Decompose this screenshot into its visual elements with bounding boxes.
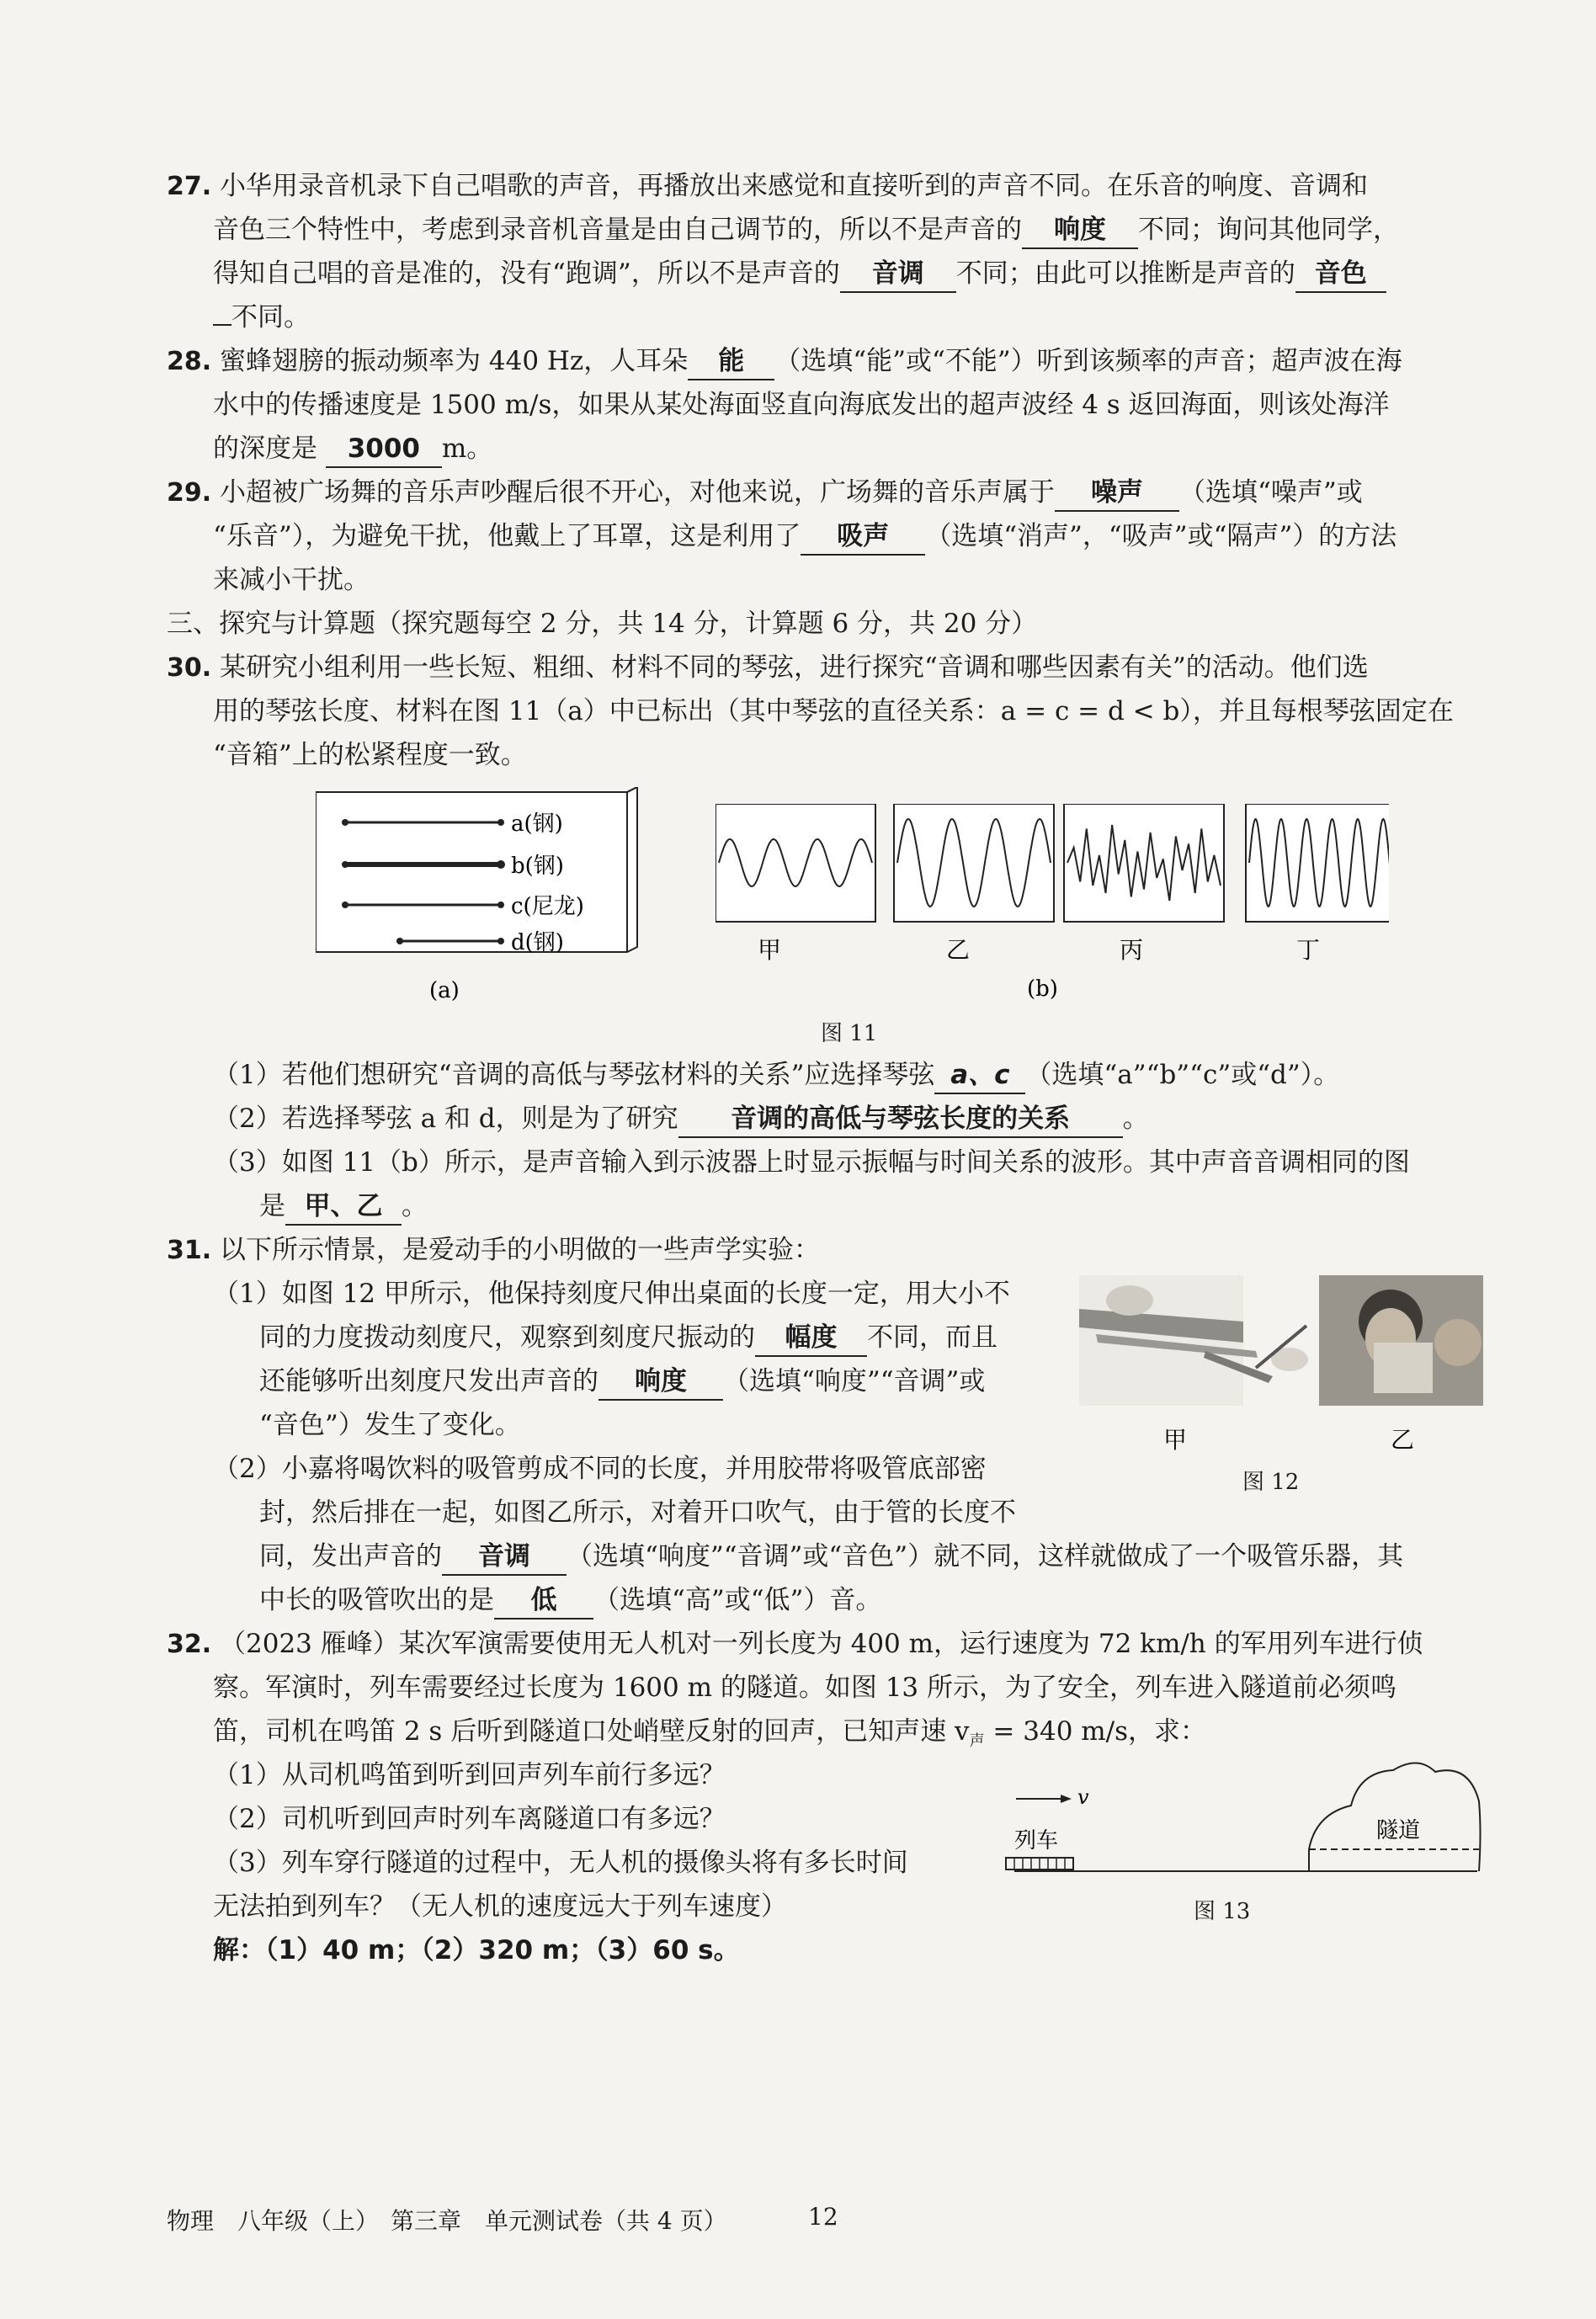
q29-line-1: 29. 小超被广场舞的音乐声吵醒后很不开心，对他来说，广场舞的音乐声属于 噪声 （选填“噪声”或 xyxy=(167,471,1363,515)
q31-p1-line-2: 同的力度拨动刻度尺，观察到刻度尺振动的 幅度 不同，而且 xyxy=(259,1316,998,1359)
train xyxy=(1006,1828,1073,1870)
q27-line-4: 不同。 xyxy=(213,295,310,339)
q32-line-3: 笛，司机在鸣笛 2 s 后听到隧道口处峭壁反射的回声，已知声速 $v_声 = 340$ m/s，求： xyxy=(213,1716,1207,1751)
photo-straw-instrument xyxy=(1319,1275,1483,1454)
q31-p2-line-2: 封，然后排在一起，如图乙所示，对着开口吹气，由于管的长度不 xyxy=(259,1497,1016,1528)
q30-blank-2: 音调的高低与琴弦长度的关系 xyxy=(678,1101,1123,1138)
q30-sub-2: （2）若选择琴弦 a 和 d，则是为了研究 音调的高低与琴弦长度的关系 。 xyxy=(213,1097,1149,1141)
wave-ding xyxy=(1246,804,1389,922)
q27-blank-3: 音色 xyxy=(1295,256,1386,293)
train-label: 列车 xyxy=(1014,1828,1059,1854)
label-string-b: b(钢) xyxy=(511,854,564,879)
q31-p2-line-1: （2）小嘉将喝饮料的吸管剪成不同的长度，并用胶带将吸管底部密 xyxy=(213,1454,987,1484)
q30-line-1: 30. 某研究小组利用一些长短、粗细、材料不同的琴弦，进行探究“音调和哪些因素有关”的活动。他们选 xyxy=(167,652,1369,683)
q30-blank-1: a、c xyxy=(934,1057,1025,1094)
q28-blank-2: 3000 xyxy=(326,431,442,468)
tunnel-mountain xyxy=(1309,1763,1481,1871)
photo-label-yi: 乙 xyxy=(1391,1426,1415,1454)
q29-line-2: “乐音”），为避免干扰，他戴上了耳罩，这是利用了 吸声 （选填“消声”，“吸声”或“隔声”）的方法 xyxy=(213,514,1396,558)
q29-line-3: 来减小干扰。 xyxy=(213,565,370,595)
q27-line-2: 音色三个特性中，考虑到录音机音量是由自己调节的，所以不是声音的 响度 不同；询问其他同学， xyxy=(213,208,1399,252)
q32-sub-3b: 无法拍到列车？（无人机的速度远大于列车速度） xyxy=(213,1891,787,1922)
q29-blank-2: 吸声 xyxy=(801,519,925,556)
q32-sub-3: （3）列车穿行隧道的过程中，无人机的摄像头将有多长时间 xyxy=(213,1848,908,1878)
q28-line-3: 的深度是 3000 m。 xyxy=(213,427,492,471)
q27-line-1: 27. 小华用录音机录下自己唱歌的声音，再播放出来感觉和直接听到的声音不同。在乐音的响度、音调和 xyxy=(167,171,1369,201)
wave-jia xyxy=(716,804,875,922)
figure-11b-waveforms xyxy=(716,804,1389,1010)
q31-line-1: 31. 以下所示情景，是爱动手的小明做的一些声学实验： xyxy=(167,1235,821,1265)
q32-line-1: 32. （2023 雁峰）某次军演需要使用无人机对一列长度为 400 m，运行速度为 72 km/h 的军用列车进行侦 xyxy=(167,1629,1423,1659)
wave-label-yi: 乙 xyxy=(946,936,971,964)
tunnel-label: 隧道 xyxy=(1376,1818,1421,1843)
caption-b: (b) xyxy=(1027,976,1058,1002)
figure-11-caption: 图 11 xyxy=(821,1021,878,1046)
q30-blank-3: 甲、乙 xyxy=(285,1189,402,1226)
q31-blank-2: 响度 xyxy=(598,1364,723,1401)
q31-p1-line-4: “音色”）发生了变化。 xyxy=(259,1410,521,1440)
wave-yi xyxy=(894,804,1054,922)
q27-line-3: 得知自己唱的音是准的，没有“跑调”，所以不是声音的 音调 不同；由此可以推断是声音的 音色 xyxy=(213,252,1386,295)
footer-label: 物理 八年级（上） 第三章 单元测试卷（共 4 页） xyxy=(167,2207,727,2235)
q31-blank-4: 低 xyxy=(494,1582,593,1620)
wave-label-jia: 甲 xyxy=(758,936,782,964)
figure-13-train-tunnel xyxy=(998,1755,1486,1877)
figure-11a-strings-box xyxy=(316,787,652,1010)
photo-ruler-on-table xyxy=(1079,1275,1308,1454)
label-string-a: a(钢) xyxy=(511,811,563,837)
q31-p1-line-1: （1）如图 12 甲所示，他保持刻度尺伸出桌面的长度一定，用大小不 xyxy=(213,1279,1010,1309)
q31-blank-1: 幅度 xyxy=(755,1320,867,1357)
q30-line-2: 用的琴弦长度、材料在图 11（a）中已标出（其中琴弦的直径关系：a = c = d < b），并且每根琴弦固定在 xyxy=(213,696,1454,726)
q32-answer: 解：（1）40 m；（2）320 m；（3）60 s。 xyxy=(213,1935,740,1965)
q31-p1-line-3: 还能够听出刻度尺发出声音的 响度 （选填“响度”“音调”或 xyxy=(259,1359,985,1403)
section-3-heading: 三、探究与计算题（探究题每空 2 分，共 14 分，计算题 6 分，共 20 分） xyxy=(167,609,1038,639)
q32-sub-1: （1）从司机鸣笛到听到回声列车前行多远？ xyxy=(213,1760,726,1790)
q31-blank-3: 音调 xyxy=(442,1539,567,1576)
q30-sub-3: （3）如图 11（b）所示，是声音输入到示波器上时显示振幅与时间关系的波形。其中声音音调相同的图 xyxy=(213,1147,1410,1178)
wave-label-bing: 丙 xyxy=(1120,936,1144,964)
q28-line-2: 水中的传播速度是 1500 m/s，如果从某处海面竖直向海底发出的超声波经 4 s 返回海面，则该处海洋 xyxy=(213,390,1390,420)
wave-bing xyxy=(1064,804,1224,922)
q30-sub-3b: 是 甲、乙 。 xyxy=(259,1184,428,1228)
figure-12-caption: 图 12 xyxy=(1242,1470,1300,1495)
q32-sub-2: （2）司机听到回声时列车离隧道口有多远？ xyxy=(213,1804,726,1834)
figure-13-caption: 图 13 xyxy=(1194,1899,1251,1924)
wave-label-ding: 丁 xyxy=(1296,936,1321,964)
q27-blank-1: 响度 xyxy=(1022,212,1138,249)
q31-p2-line-4: 中长的吸管吹出的是 低 （选填“高”或“低”）音。 xyxy=(259,1578,881,1622)
label-string-c: c(尼龙) xyxy=(511,894,584,919)
q28-blank-1: 能 xyxy=(688,343,774,380)
velocity-arrow xyxy=(1016,1785,1089,1809)
q32-line-2: 察。军演时，列车需要经过长度为 1600 m 的隧道。如图 13 所示，为了安全，列车进入隧道前必须鸣 xyxy=(213,1673,1397,1703)
q30-line-3: “音箱”上的松紧程度一致。 xyxy=(213,740,527,770)
caption-a: (a) xyxy=(429,978,460,1003)
q29-blank-1: 噪声 xyxy=(1055,475,1179,512)
q27-blank-2: 音调 xyxy=(840,256,956,293)
label-string-d: d(钢) xyxy=(511,930,564,955)
q27-number: 27. xyxy=(167,172,212,201)
q28-line-1: 28. 蜜蜂翅膀的振动频率为 440 Hz，人耳朵 能 （选填“能”或“不能”）听到该频率的声音；超声波在海 xyxy=(167,339,1402,384)
page-number: 12 xyxy=(808,2203,838,2231)
photo-label-jia: 甲 xyxy=(1163,1426,1188,1454)
svg-text:v: v xyxy=(1077,1785,1089,1809)
q31-p2-line-3: 同，发出声音的 音调 （选填“响度”“音调”或“音色”）就不同，这样就做成了一个吸管乐器，其 xyxy=(259,1534,1403,1578)
q30-sub-1: （1）若他们想研究“音调的高低与琴弦材料的关系”应选择琴弦 a、c （选填“a”“b”“c”或“d”）。 xyxy=(213,1053,1339,1097)
